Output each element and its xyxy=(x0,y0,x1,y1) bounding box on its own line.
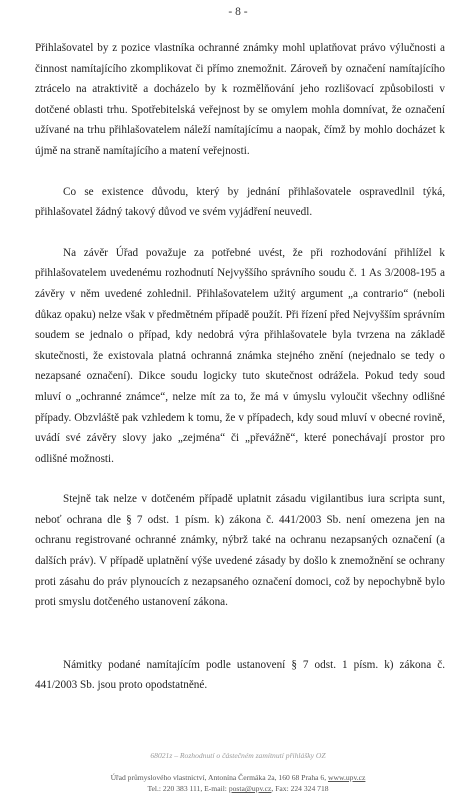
paragraph-4: Stejně tak nelze v dotčeném případě uplatnit zásadu vigilantibus iura scripta sunt, neboť ochrana dle § 7 odst. 1 písm. k) zákona č. 441/2003 Sb. není omezena jen na ochranu registrované ochranné známky, nýbrž také na ochranu nezapsaných označení (a dalších práv). V případě uplatnění výše uvedené zásady by došlo k znemožnění se ochrany proti zásahu do práv plynoucích z nezapsaného označení domoci, což by nepochybně bylo proti smyslu dotčeného ustanovení zákona. xyxy=(35,493,445,609)
footer-fax: , Fax: 224 324 718 xyxy=(271,784,329,793)
page-number: - 8 - xyxy=(228,6,248,18)
footer-address-line xyxy=(0,773,476,782)
paragraph-2: Co se existence důvodu, který by jednání přihlašovatele ospravedlnil týká, přihlašovatel žádný takový důvod ve svém vyjádření neuvedl. xyxy=(35,185,445,219)
footer-reference: 68021z – Rozhodnutí o částečném zamítnutí přihlášky OZ xyxy=(150,751,326,760)
footer-tel: Tel.: 220 383 111, E-mail: xyxy=(147,784,227,793)
paragraph-1: Přihlašovatel by z pozice vlastníka ochranné známky mohl uplatňovat právo výlučnosti a činnost namítajícího zkomplikovat či přímo znemožnit. Zároveň by označení namítajícího ztrácelo na atraktivitě a docházelo by k rozmělňování jeho rozlišovací způsobilosti v dotčené oblasti trhu. Spotřebitelská veřejnost by se omylem mohla domnívat, že označení užívané na trhu přihlašovatelem náleží namítajícímu a naopak, čímž by mohlo docházet k újmě na straně namítajícího a matení veřejnosti. xyxy=(35,42,445,157)
footer-contact-line xyxy=(0,784,476,793)
footer-website-link[interactable]: www.upv.cz xyxy=(328,773,366,782)
paragraph-5: Námitky podané namítajícím podle ustanovení § 7 odst. 1 písm. k) zákona č. 441/2003 Sb. jsou proto opodstatněné. xyxy=(35,658,445,692)
document-body xyxy=(35,38,445,696)
footer-email-link[interactable]: posta@upv.cz xyxy=(228,784,272,793)
footer-address: Úřad průmyslového vlastnictví, Antonína Čermáka 2a, 160 68 Praha 6, xyxy=(110,773,327,782)
paragraph-3: Na závěr Úřad považuje za potřebné uvést, že při rozhodování přihlížel k přihlašovatelem uvedenému rozhodnutí Nejvyššího správního soudu č. 1 As 3/2008-195 a závěry v něm uvedené zohlednil. Přihlašovatelem užitý argument „a contrario“ (neboli důkaz opaku) nelze však v předmětném případě použít. Při řízení před Nejvyšším správním soudem se jednalo o případ, kdy nedobrá výra přihlašovatele byla tvrzena na základě skutečnosti, že existovala platná ochranná známka stejného znění (nejednalo se tedy o nezapsané označení). Dikce soudu logicky tuto skutečnost odrážela. Pokud tedy soud mluví o „ochranné známce“, nelze mít za to, že má v úmyslu vyloučit všechny odlišné případy. Obzvláště pak vzhledem k tomu, že v případech, kdy soud mluví v obecné rovině, uvádí své závěry slovy jako „zejména“ či „převážně“, které ponechávají prostor pro odlišné možnosti. xyxy=(35,246,445,465)
